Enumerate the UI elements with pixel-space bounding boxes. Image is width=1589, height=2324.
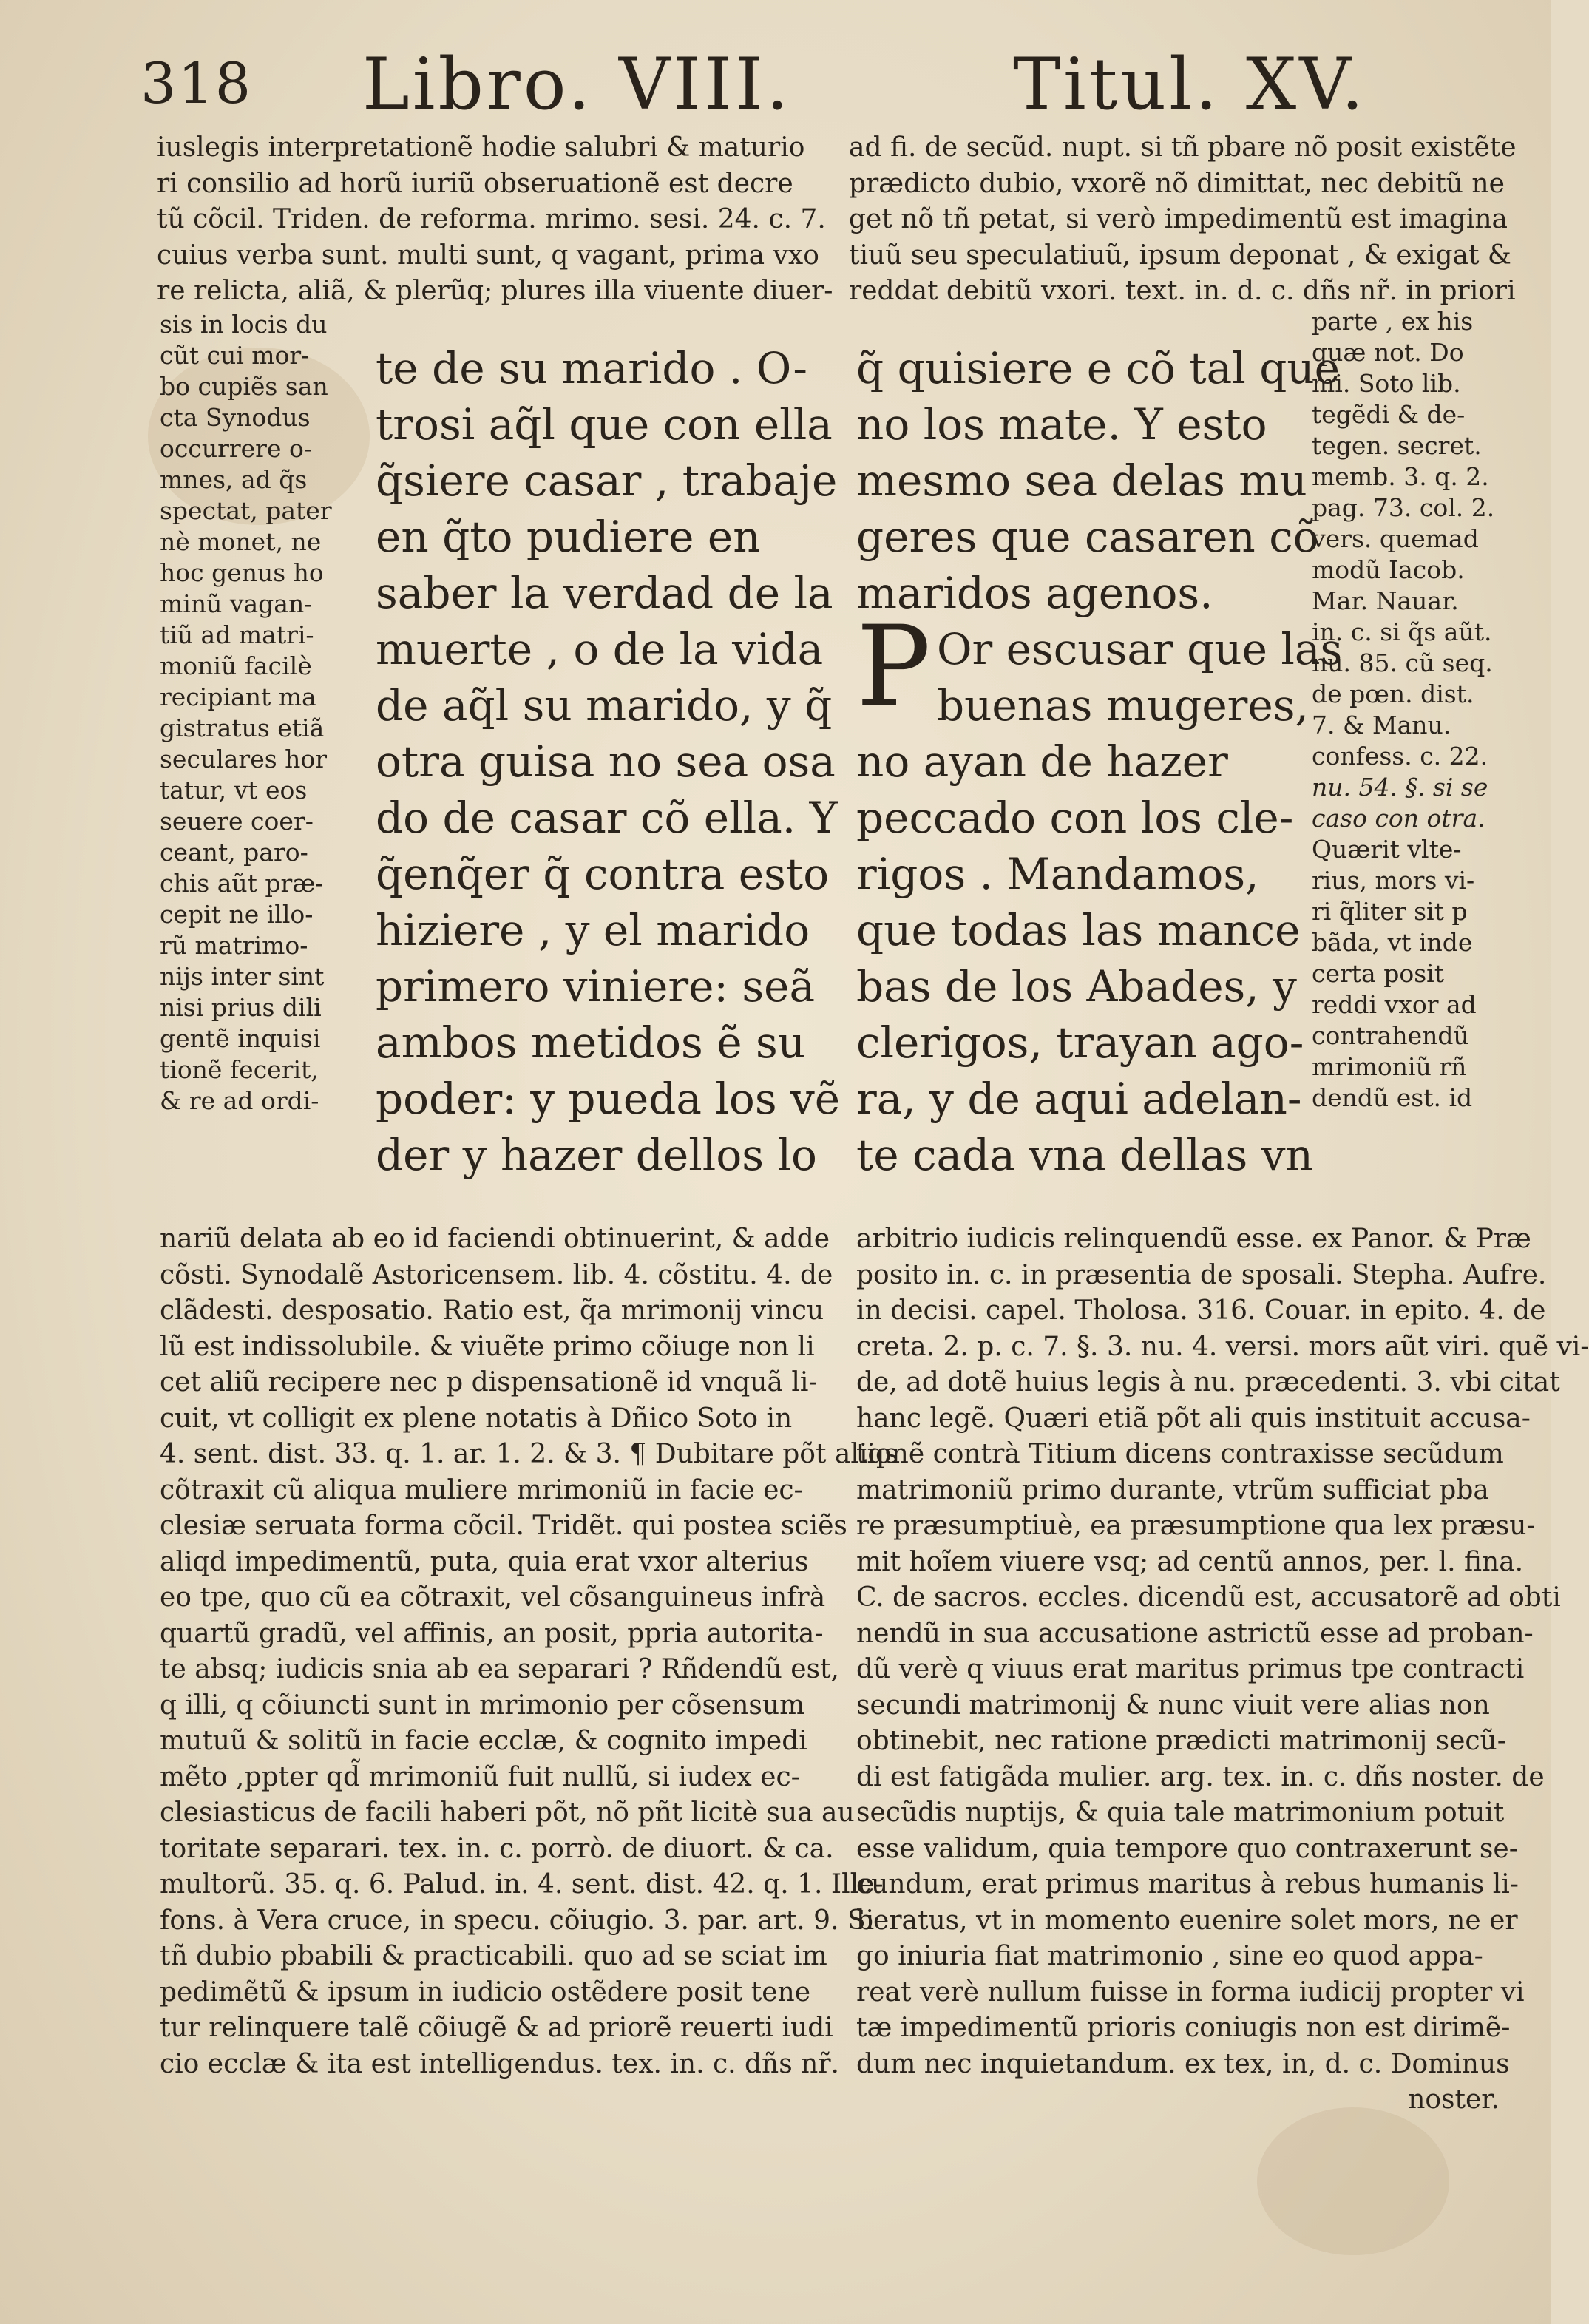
text-line: que todas las mance [856, 905, 1301, 955]
text-line: buenas mugeres, [936, 680, 1309, 731]
gloss-line: mnes, ad q̃s [160, 465, 308, 494]
text-line: q̃siere casar , trabaje [376, 455, 838, 506]
gloss-line: nijs inter sint [160, 962, 325, 991]
text-line: en q̃to pudiere en [376, 512, 761, 562]
chapter-opening [856, 603, 1343, 734]
gloss-line: tegẽdi & de- [1312, 400, 1466, 429]
gloss-line: clãdesti. desposatio. Ratio est, q̃a mrimonij vincu [160, 1295, 824, 1326]
gloss-line: nu. 85. cũ seq. [1312, 648, 1493, 677]
gloss-line: quæ not. Do [1312, 338, 1464, 367]
gloss-line: multorũ. 35. q. 6. Palud. in. 4. sent. dist. 42. q. 1. Ille- [160, 1869, 884, 1900]
gloss-line: tur relinquere talẽ cõiugẽ & ad priorẽ reuerti iudi [160, 2013, 833, 2043]
gloss-line: dendũ est. id [1312, 1083, 1473, 1112]
right-main-text [856, 340, 1343, 1183]
text-line: clerigos, trayan ago- [856, 1017, 1304, 1068]
gloss-line: nè monet, ne [160, 527, 322, 556]
gloss-line: confess. c. 22. [1312, 742, 1488, 770]
gloss-line: mẽto ,ppter qd̃ mrimoniũ fuit nullũ, si iudex ec- [160, 1761, 800, 1792]
gloss-line: posito in. c. in præsentia de sposali. Stepha. Aufre. [856, 1259, 1547, 1290]
gloss-line: iuslegis interpretationẽ hodie salubri & maturio [157, 132, 805, 163]
gloss-line: 7. & Manu. [1312, 711, 1451, 739]
gloss-line: seculares hor [160, 745, 328, 773]
gloss-line: sis in locis du [160, 310, 328, 339]
left-main-text [376, 340, 841, 1183]
gloss-line: ri q̃liter sit p [1312, 897, 1468, 926]
gloss-line: nisi prius dili [160, 993, 322, 1022]
gloss-line: beratus, vt in momento euenire solet mors, ne er [856, 1905, 1518, 1936]
gloss-line: cundum, erat primus maritus à rebus humanis li- [856, 1869, 1519, 1900]
left-bottom-gloss [160, 1222, 898, 2082]
text-line: rigos . Mandamos, [856, 849, 1259, 899]
gloss-line: 4. sent. dist. 33. q. 1. ar. 1. 2. & 3. ¶ Dubitare põt aliqs [160, 1439, 898, 1469]
page-header [140, 35, 1501, 126]
gloss-line: clesiæ seruata forma cõcil. Tridẽt. qui postea sciẽs [160, 1511, 847, 1541]
gloss-line: toritate separari. tex. in. c. porrò. de diuort. & ca. [160, 1833, 834, 1864]
gloss-line: te absq; iudicis snia ab ea separari ? Rñdendũ est, [160, 1654, 839, 1684]
gloss-line: nu. 54. §. si se [1312, 773, 1488, 802]
text-line: peccado con los cle- [856, 793, 1294, 843]
text-line: saber la verdad de la [376, 568, 833, 618]
gloss-line: Quærit vlte- [1312, 835, 1462, 864]
gloss-line: tatur, vt eos [160, 776, 308, 804]
gloss-line: memb. 3. q. 2. [1312, 462, 1489, 491]
gloss-line: pedimẽtũ & ipsum in iudicio ostẽdere posit tene [160, 1976, 811, 2008]
gloss-line: occurrere o- [160, 434, 312, 463]
gloss-line: mrimoniũ rñ [1312, 1052, 1467, 1081]
gloss-line: in. c. si q̃s aũt. [1312, 617, 1492, 646]
gloss-line: aliqd impedimentũ, puta, quia erat vxor alterius [160, 1546, 809, 1577]
left-top-gloss [157, 130, 833, 310]
text-line: do de casar cõ ella. Y [376, 793, 838, 843]
gloss-line: hanc legẽ. Quæri etiã põt ali quis instituit accusa- [856, 1403, 1531, 1434]
text-line: q̃enq̃er q̃ contra esto [376, 849, 830, 899]
text-line: Or escusar que las [936, 624, 1343, 674]
gloss-line: obtinebit, nec ratione prædicti matrimonij secũ- [856, 1726, 1506, 1756]
text-line: no ayan de hazer [856, 736, 1228, 787]
text-line: primero viniere: seã [376, 961, 816, 1012]
gloss-line: tionẽ fecerit, [160, 1055, 319, 1084]
drop-capital: P [856, 603, 931, 731]
running-head-book: Libro. VIII. [362, 43, 792, 126]
text-line: mesmo sea delas mu [856, 455, 1307, 506]
gloss-line: secũdis nuptijs, & quia tale matrimonium potuit [856, 1798, 1505, 1828]
gloss-line: arbitrio iudicis relinquendũ esse. ex Panor. & Præ [856, 1224, 1531, 1254]
text-line: no los mate. Y esto [856, 399, 1267, 450]
gloss-line: get nõ tñ petat, si verò impedimentũ est imagina [849, 204, 1508, 234]
gloss-line: rius, mors vi- [1312, 866, 1475, 895]
gloss-line: contrahendũ [1312, 1021, 1469, 1050]
gloss-line: lũ est indissolubile. & viuẽte primo cõiuge non li [160, 1331, 815, 1362]
gloss-line: spectat, pater [160, 496, 332, 525]
text-line: de aq̃l su marido, y q̃ [376, 680, 833, 731]
right-bottom-gloss [856, 1222, 1589, 2118]
text-line: ra, y de aqui adelan- [856, 1074, 1302, 1124]
text-line: muerte , o de la vida [376, 624, 824, 674]
paper-stain [1257, 2107, 1449, 2255]
gloss-line: quartũ gradũ, vel affinis, an posit, ppria autorita- [160, 1618, 824, 1649]
gloss-line: mi. Soto lib. [1312, 369, 1461, 398]
gloss-line: de, ad dotẽ huius legis à nu. præcedenti. 3. vbi citat [856, 1367, 1560, 1398]
gloss-line: reat verè nullum fuisse in forma iudicij propter vi [856, 1976, 1525, 2008]
gloss-line: gentẽ inquisi [160, 1024, 321, 1053]
text-line: te cada vna dellas vn [856, 1130, 1313, 1180]
text-line: ambos metidos ẽ su [376, 1017, 806, 1068]
gloss-line: re præsumptiuè, ea præsumptione qua lex præsu- [856, 1511, 1536, 1541]
gloss-line: eo tpe, quo cũ ea cõtraxit, vel cõsanguineus infrà [160, 1582, 826, 1613]
gloss-line: cũt cui mor- [160, 341, 310, 370]
gloss-line: hoc genus ho [160, 558, 324, 587]
running-head-title: Titul. XV. [1013, 43, 1367, 126]
gloss-line: re relicta, aliã, & plerũq; plures illa viuente diuer- [157, 276, 833, 306]
text-line: te de su marido . O- [376, 343, 807, 393]
gloss-line: mutuũ & solitũ in facie ecclæ, & cognito impedi [160, 1726, 807, 1756]
gloss-line: nariũ delata ab eo id faciendi obtinuerint, & adde [160, 1224, 830, 1254]
gloss-line: in decisi. capel. Tholosa. 316. Couar. in epito. 4. de [856, 1295, 1546, 1326]
gloss-line: prædicto dubio, vxorẽ nõ dimittat, nec debitũ ne [849, 168, 1505, 199]
gloss-line: seuere coer- [160, 807, 314, 836]
left-side-gloss [160, 309, 337, 1117]
gloss-line: creta. 2. p. c. 7. §. 3. nu. 4. versi. mors aũt viri. quẽ vi- [856, 1331, 1589, 1362]
gloss-line: q illi, q cõiuncti sunt in mrimonio per cõsensum [160, 1690, 805, 1721]
gloss-line: cet aliũ recipere nec p dispensationẽ id vnquã li- [160, 1367, 818, 1398]
gloss-line: moniũ facilè [160, 651, 312, 680]
gloss-line: tæ impedimentũ prioris coniugis non est dirimẽ- [856, 2013, 1511, 2043]
gloss-line: secundi matrimonij & nunc viuit vere alias non [856, 1690, 1490, 1721]
gloss-line: gistratus etiã [160, 714, 325, 742]
gloss-line: bo cupiẽs san [160, 372, 328, 401]
gloss-line: reddat debitũ vxori. text. in. d. c. dñs nr̃. in priori [849, 276, 1516, 306]
folio-number: 318 [140, 50, 253, 116]
gloss-line: ceant, paro- [160, 838, 308, 867]
gloss-line: cuit, vt colligit ex plene notatis à Dñico Soto in [160, 1403, 793, 1434]
gloss-line: mit hoĩem viuere vsq; ad centũ annos, per. l. fina. [856, 1546, 1524, 1577]
gloss-line: chis aũt præ- [160, 869, 324, 898]
right-top-gloss [849, 130, 1517, 310]
text-line: der y hazer dellos lo [376, 1130, 817, 1180]
right-side-gloss [1312, 306, 1498, 1114]
gloss-line: de pœn. dist. [1312, 680, 1474, 708]
gloss-line: rũ matrimo- [160, 931, 308, 960]
gloss-line: minũ vagan- [160, 589, 313, 618]
gloss-line: caso con otra. [1312, 804, 1485, 833]
gloss-line: ri consilio ad horũ iuriũ obseruationẽ est decre [157, 168, 793, 199]
gloss-line: cio ecclæ & ita est intelligendus. tex. in. c. dñs nr̃. [160, 2048, 840, 2079]
gloss-line: tionẽ contrà Titium dicens contraxisse secũdum [856, 1439, 1504, 1469]
gloss-line: go iniuria fiat matrimonio , sine eo quod appa- [856, 1941, 1483, 1971]
gloss-line: certa posit [1312, 959, 1444, 988]
text-line: geres que casaren cõ [856, 512, 1319, 562]
gloss-line: tñ dubio pbabili & practicabili. quo ad se sciat im [160, 1941, 827, 1971]
gloss-line: nendũ in sua accusatione astrictũ esse ad proban- [856, 1618, 1534, 1649]
gloss-line: & re ad ordi- [160, 1086, 319, 1115]
text-line: hiziere , y el marido [376, 905, 810, 955]
gloss-line: vers. quemad [1312, 524, 1479, 553]
gloss-line: tiũ ad matri- [160, 620, 314, 649]
text-line: maridos agenos. [856, 568, 1213, 618]
gloss-line: clesiasticus de facili haberi põt, nõ pñt licitè sua au [160, 1798, 855, 1828]
gloss-line: Mar. Nauar. [1312, 586, 1459, 615]
text-line: bas de los Abades, y [856, 961, 1297, 1012]
gloss-line: cuius verba sunt. multi sunt, q vagant, prima vxo [157, 240, 819, 271]
gloss-line: di est fatigãda mulier. arg. tex. in. c. dñs noster. de [856, 1761, 1545, 1792]
gloss-line: ad fi. de secũd. nupt. si tñ pbare nõ posit existẽte [849, 132, 1517, 163]
text-line: trosi aq̃l que con ella [376, 399, 833, 450]
gloss-line: cõtraxit cũ aliqua muliere mrimoniũ in facie ec- [160, 1474, 803, 1505]
gloss-line: parte , ex his [1312, 307, 1474, 336]
gloss-line: noster. [1408, 2084, 1500, 2115]
gloss-line: fons. à Vera cruce, in specu. cõiugio. 3. par. art. 9. Si [160, 1905, 875, 1936]
text-line: otra guisa no sea osa [376, 736, 836, 787]
gloss-line: C. de sacros. eccles. dicendũ est, accusatorẽ ad obti [856, 1582, 1561, 1613]
gloss-line: dum nec inquietandum. ex tex, in, d. c. Dominus [856, 2048, 1510, 2079]
gloss-line: recipiant ma [160, 682, 316, 711]
gloss-line: pag. 73. col. 2. [1312, 493, 1495, 522]
gloss-line: cta Synodus [160, 403, 311, 432]
gloss-line: tũ cõcil. Triden. de reforma. mrimo. sesi. 24. c. 7. [157, 204, 826, 234]
gloss-line: matrimoniũ primo durante, vtrũm sufficiat pba [856, 1474, 1489, 1505]
gloss-line: bãda, vt inde [1312, 928, 1473, 957]
gloss-line: tiuũ seu speculatiuũ, ipsum deponat , & exigat & [849, 240, 1511, 271]
gloss-line: esse validum, quia tempore quo contraxerunt se- [856, 1833, 1518, 1864]
gloss-line: dũ verè q viuus erat maritus primus tpe contracti [856, 1654, 1525, 1684]
gloss-line: tegen. secret. [1312, 431, 1482, 460]
gloss-line: cõsti. Synodalẽ Astoricensem. lib. 4. cõstitu. 4. de [160, 1259, 833, 1290]
gloss-line: cepit ne illo- [160, 900, 314, 929]
gloss-line: modũ Iacob. [1312, 555, 1465, 584]
text-line: q̃ quisiere e cõ tal que [856, 343, 1341, 393]
text-line: poder: y pueda los vẽ [376, 1074, 841, 1124]
gloss-line: reddi vxor ad [1312, 990, 1477, 1019]
